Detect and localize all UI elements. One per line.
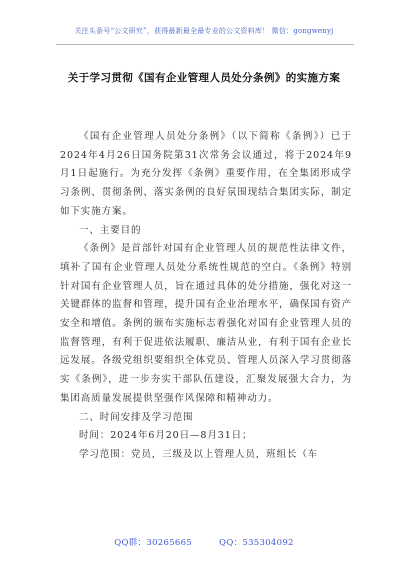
header-divider <box>56 44 354 45</box>
paragraph-intro: 《国有企业管理人员处分条例》（以下简称《条例》）已于2024年4月26日国务院第31次常务会议通过，将于2024年9月1日起施行。为充分发挥《条例》重要作用，在全集团形成学习条例、贯彻条例、落实条例的良好氛围现结合集团实际，制定如下实施方案。 <box>60 131 352 217</box>
section-heading-schedule: 二、时间安排及学习范围 <box>79 411 194 423</box>
document-title: 关于学习贯彻《国有企业管理人员处分条例》的实施方案 <box>67 72 341 84</box>
paragraph-purpose: 《条例》是首部针对国有企业管理人员的规范性法律文件，填补了国有企业管理人员处分系统性规范的空白。《条例》特别针对国有企业管理人员，旨在通过具体的处分措施，强化对这一关键群体的监督和管理，提升国有企业治理水平，确保国有资产安全和增值。条例的颁布实施标志着强化对国有企业管理人员的监督管理，有利于促进依法履职、廉洁从业，有利于国有企业长远发展。各级党组织要组织全体党员、管理人员深入学习贯彻落实《条例》，进一步夯实干部队伍建设，汇聚发展强大合力，为集团高质量发展提供坚强作风保障和精神动力。 <box>60 243 352 404</box>
paragraph-time: 时间：2024年6月20日—8月31日； <box>79 430 253 442</box>
section-heading-purpose: 一、主要目的 <box>79 224 142 236</box>
footer-contact <box>0 536 408 548</box>
header-banner: 关注头条号“公文研究”，获得最新最全最专业的公文资料库！ 微信：gongwenyj <box>74 27 334 35</box>
document-body <box>60 128 352 465</box>
footer-qq-number: QQ：535304092 <box>219 538 294 548</box>
footer-qq-group: QQ群：30265665 <box>114 538 193 548</box>
paragraph-scope: 学习范围：党员，三级及以上管理人员，班组长（车 <box>79 448 319 460</box>
